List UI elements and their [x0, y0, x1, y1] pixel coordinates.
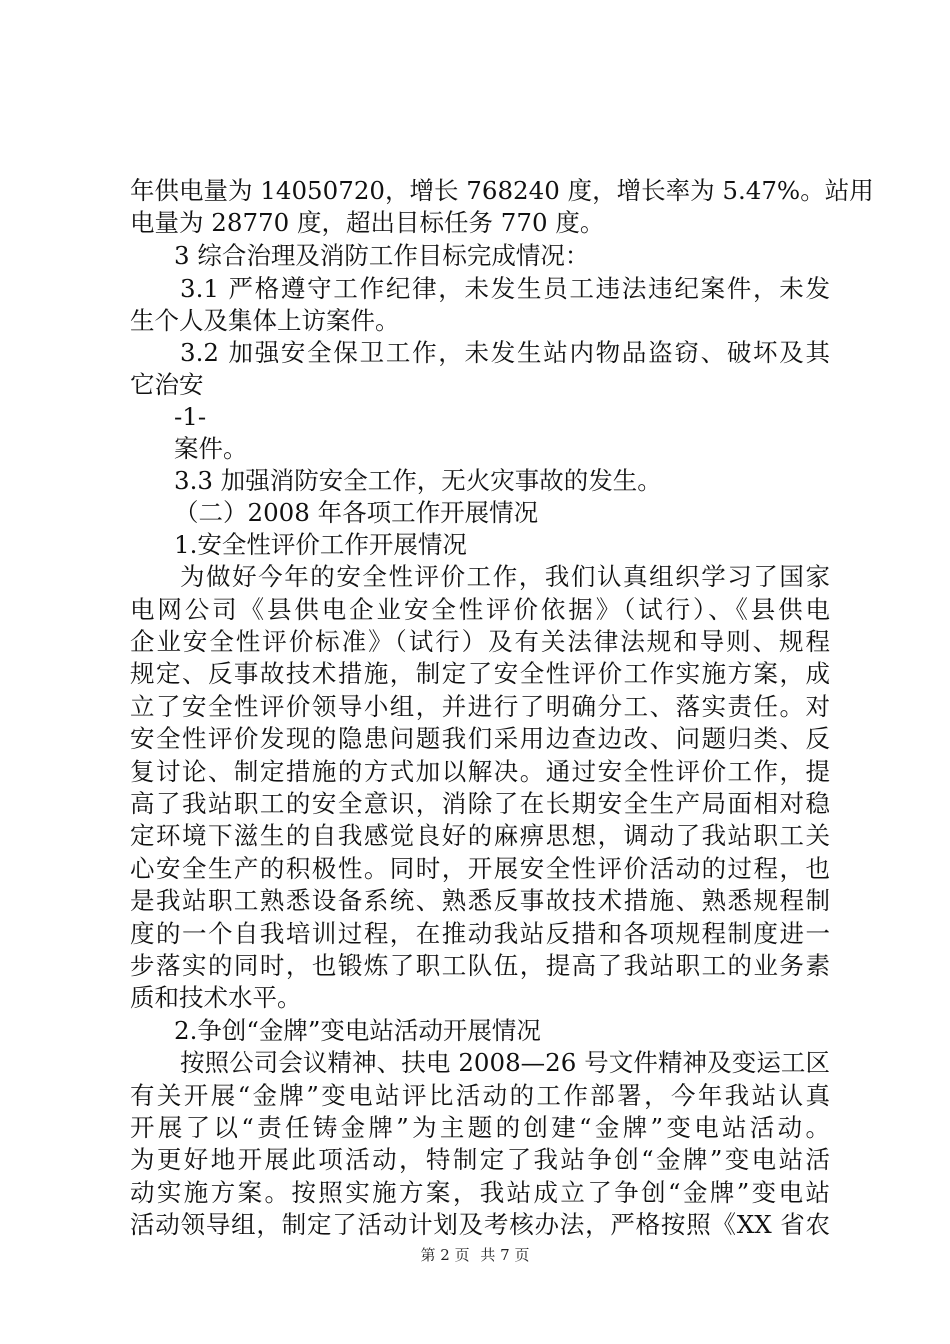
text-line: 开展了以“责任铸金牌”为主题的创建“金牌”变电站活动。 — [130, 1113, 830, 1142]
text-line: 案件。 — [174, 434, 248, 463]
text-line: 电网公司《县供电企业安全性评价依据》（试行）、《县供电 — [130, 595, 830, 624]
text-line: 复讨论、制定措施的方式加以解决。通过安全性评价工作，提 — [130, 757, 830, 786]
page-footer — [0, 1245, 950, 1265]
section-heading: 3 综合治理及消防工作目标完成情况： — [174, 241, 590, 270]
text-line: 度的一个自我培训过程，在推动我站反措和各项规程制度进一 — [130, 919, 830, 948]
text-line: 年供电量为 14050720，增长 768240 度，增长率为 5.47%。站用 — [130, 176, 874, 205]
text-line: 立了安全性评价领导小组，并进行了明确分工、落实责任。对 — [130, 692, 830, 721]
text-line: 为做好今年的安全性评价工作，我们认真组织学习了国家 — [180, 562, 830, 591]
text-line: 按照公司会议精神、扶电 2008—26 号文件精神及变运工区 — [180, 1048, 830, 1077]
text-line: 3.2 加强安全保卫工作，未发生站内物品盗窃、破坏及其 — [180, 338, 830, 367]
text-line: 安全性评价发现的隐患问题我们采用边查边改、问题归类、反 — [130, 724, 830, 753]
text-line: 生个人及集体上访案件。 — [130, 306, 400, 335]
page-total: 共 7 页 — [480, 1246, 530, 1264]
text-line: 动实施方案。按照实施方案，我站成立了争创“金牌”变电站 — [130, 1178, 830, 1207]
section-heading: （二）2008 年各项工作开展情况 — [174, 498, 539, 527]
text-line: 定环境下滋生的自我感觉良好的麻痹思想，调动了我站职工关 — [130, 821, 830, 850]
subsection-heading: 1.安全性评价工作开展情况 — [174, 530, 467, 559]
text-line: 电量为 28770 度，超出目标任务 770 度。 — [130, 208, 605, 237]
subsection-heading: 2.争创“金牌”变电站活动开展情况 — [174, 1016, 541, 1045]
text-line: 规定、反事故技术措施，制定了安全性评价工作实施方案，成 — [130, 659, 830, 688]
text-line: 它治安 — [130, 370, 204, 399]
text-line: 是我站职工熟悉设备系统、熟悉反事故技术措施、熟悉规程制 — [130, 886, 830, 915]
text-line: 3.1 严格遵守工作纪律，未发生员工违法违纪案件，未发 — [180, 274, 830, 303]
page-number: 第 2 页 — [420, 1246, 470, 1264]
text-line: 高了我站职工的安全意识，消除了在长期安全生产局面相对稳 — [130, 789, 830, 818]
text-line: 质和技术水平。 — [130, 983, 302, 1012]
inline-page-number: -1- — [174, 402, 207, 431]
text-line: 3.3 加强消防安全工作，无火灾事故的发生。 — [174, 466, 662, 495]
text-line: 有关开展“金牌”变电站评比活动的工作部署，今年我站认真 — [130, 1081, 830, 1110]
text-line: 为更好地开展此项活动，特制定了我站争创“金牌”变电站活 — [130, 1145, 830, 1174]
text-line: 步落实的同时，也锻炼了职工队伍，提高了我站职工的业务素 — [130, 951, 830, 980]
text-line: 企业安全性评价标准》（试行）及有关法律法规和导则、规程 — [130, 627, 830, 656]
text-line: 心安全生产的积极性。同时，开展安全性评价活动的过程，也 — [130, 854, 830, 883]
text-line: 活动领导组，制定了活动计划及考核办法，严格按照《XX 省农 — [130, 1210, 830, 1239]
